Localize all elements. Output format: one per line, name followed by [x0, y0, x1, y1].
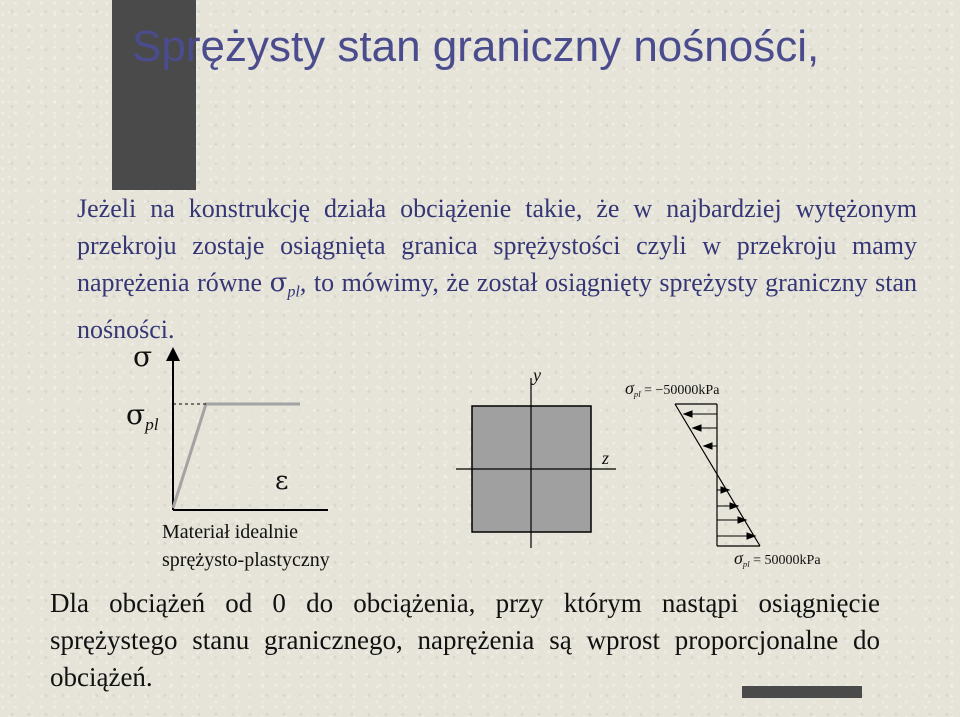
- bottom-stress-value: = 50000kPa: [753, 553, 821, 568]
- stress-arrowhead: [747, 533, 755, 539]
- stress-arrowhead: [704, 443, 712, 449]
- stress-arrows: [684, 411, 755, 539]
- z-axis-label: z: [602, 448, 610, 468]
- top-stress-subscript: pl: [633, 389, 641, 400]
- bottom-stress-label: [734, 548, 821, 569]
- bottom-stress-sigma: σ: [734, 548, 743, 568]
- material-caption-line2: sprężysto-plastyczny: [162, 549, 330, 571]
- sigma-axis-label: σ: [133, 340, 153, 373]
- sigma-pl-subscript: pl: [145, 415, 159, 435]
- stress-arrowhead: [684, 411, 692, 417]
- top-stress-label: [625, 378, 719, 399]
- sigma-axis-arrowhead: [166, 347, 180, 361]
- y-axis-label: y: [533, 365, 541, 385]
- sigma-pl-symbol: σ: [126, 398, 146, 431]
- bottom-stress-subscript: pl: [742, 559, 750, 570]
- stress-arrowhead: [693, 425, 701, 431]
- bottom-paragraph: Dla obciążeń od 0 do obciążenia, przy którym nastąpi osiągnięcie sprężystego stanu granicznego, naprężenia są wprost proporcjonalne do obciążeń.: [50, 588, 880, 692]
- material-caption-line1: Materiał idealnie: [162, 521, 299, 543]
- slide-title: Sprężysty stan graniczny nośności,: [132, 22, 820, 71]
- top-stress-value: = −50000kPa: [644, 383, 720, 398]
- sigma-subscript: pl: [287, 283, 300, 301]
- stress-arrowhead: [738, 517, 746, 523]
- epsilon-axis-label: ε: [275, 466, 289, 496]
- top-stress-sigma: σ: [625, 378, 634, 398]
- intro-text-part2: , to mówimy, że został osiągnięty sprężysty graniczny stan nośności.: [77, 268, 917, 344]
- intro-text-part1: Jeżeli na konstrukcję działa obciążenie takie, że w najbardziej wytężonym przekroju zostaje osiągnięta granica sprężystości czyli w przekroju mamy naprężenia równe: [77, 194, 917, 297]
- sigma-symbol: σ: [269, 268, 288, 298]
- sigma-pl-label: [126, 398, 159, 435]
